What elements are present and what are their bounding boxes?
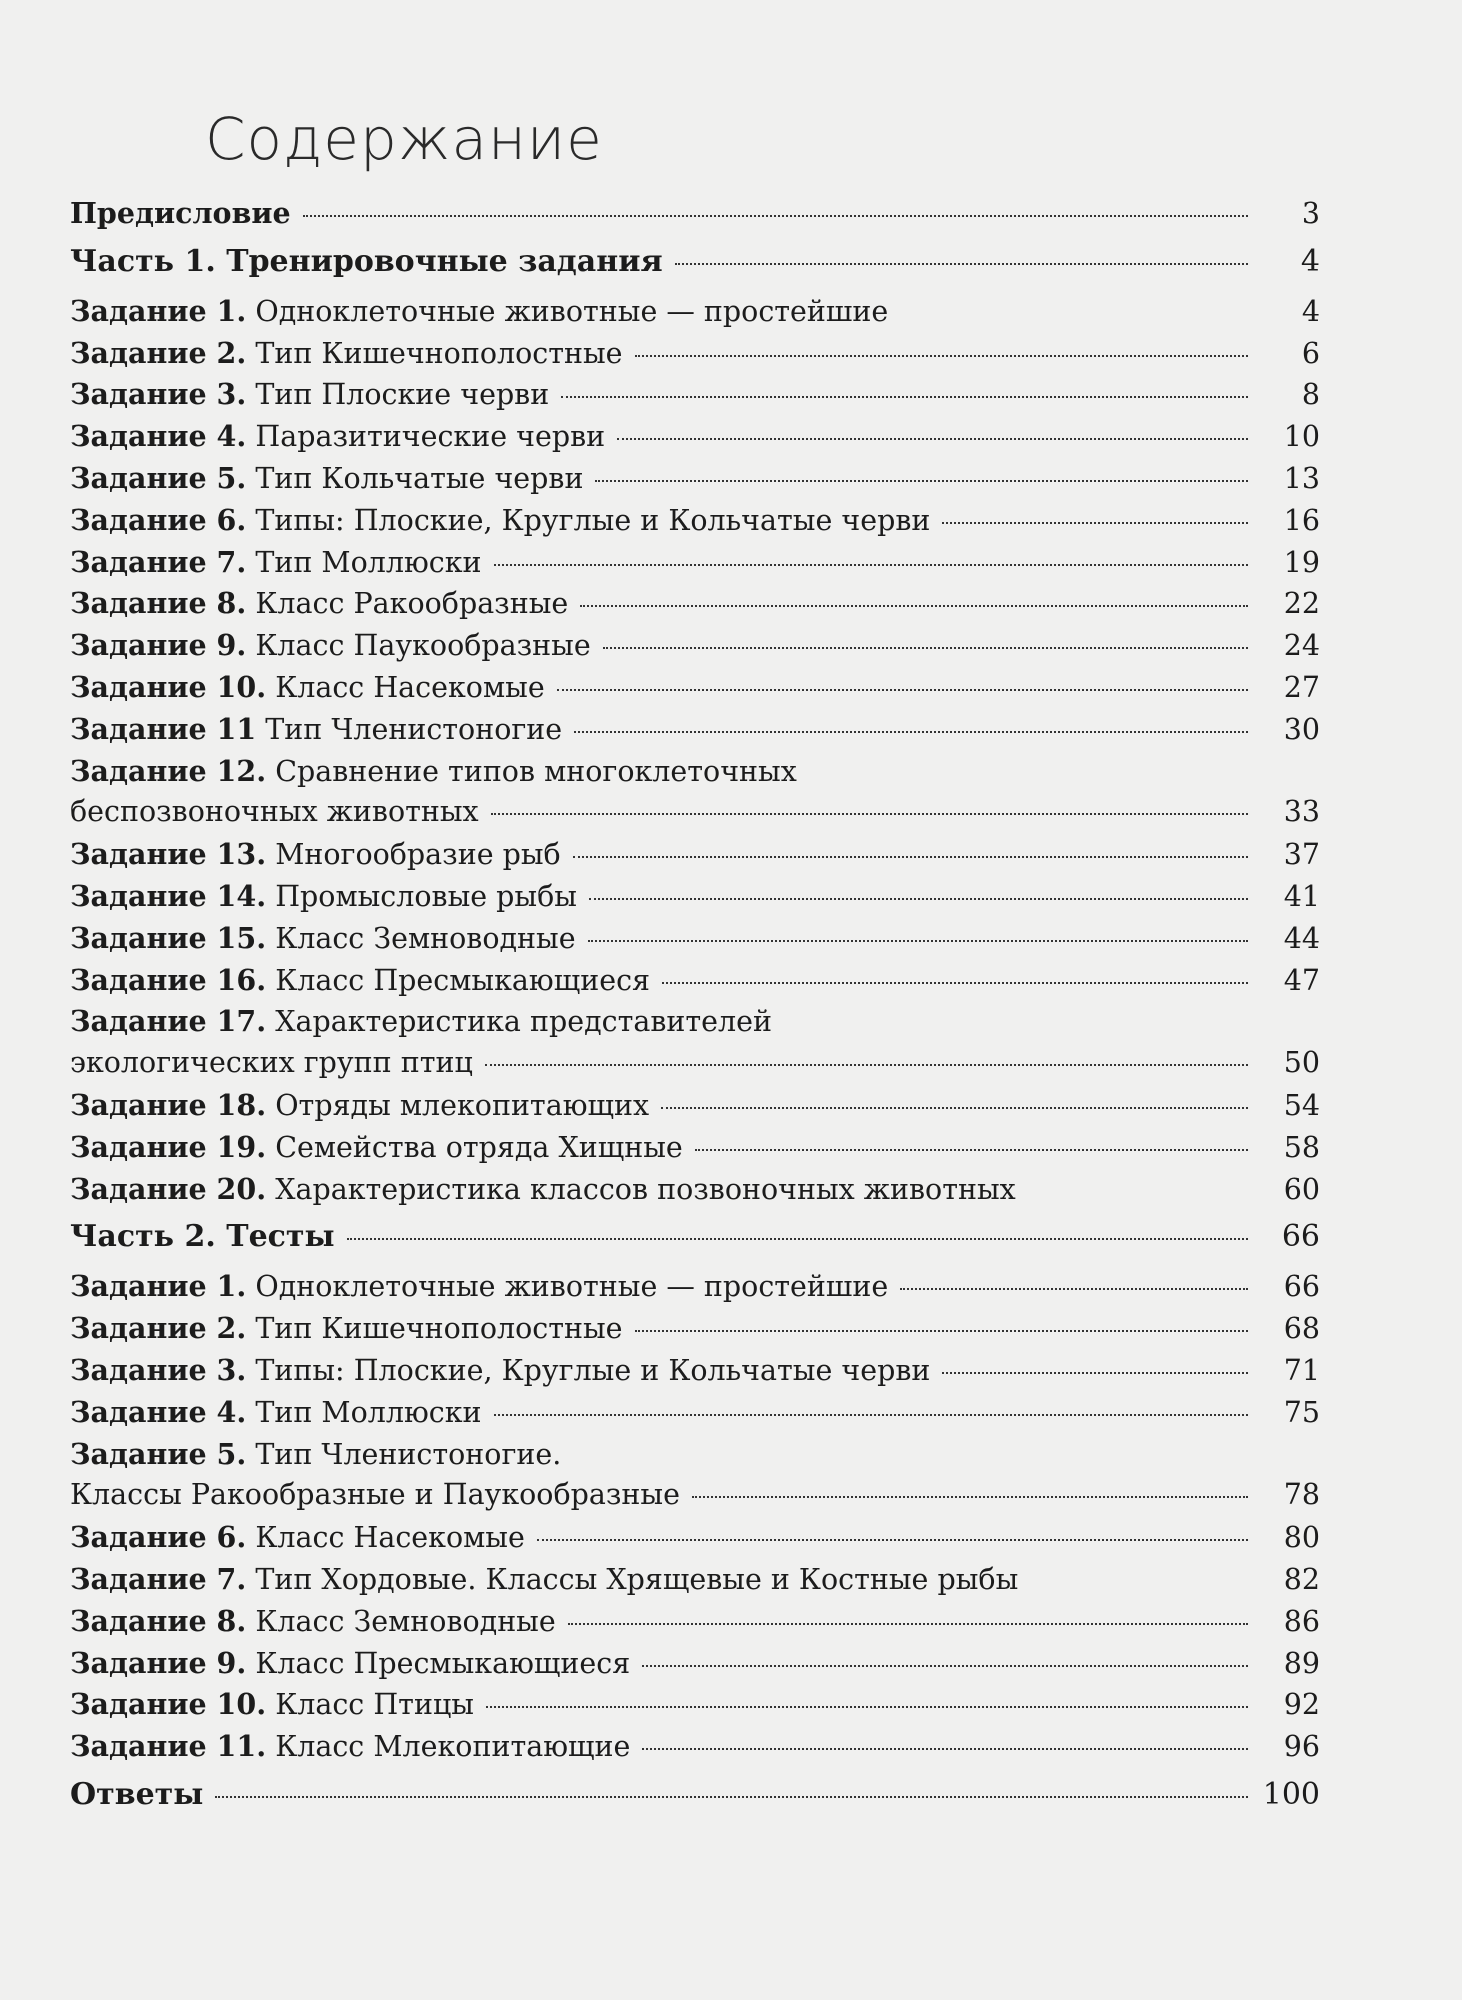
dot-leader	[595, 480, 1248, 482]
toc-entry	[70, 377, 1320, 419]
entry-label: Задание 8.	[70, 586, 247, 621]
page-title: Содержание	[205, 105, 603, 173]
entry-title: Тип Моллюски	[255, 545, 482, 579]
toc-entry	[70, 461, 1320, 503]
toc-entry	[70, 879, 1320, 921]
toc-entry	[70, 586, 1320, 628]
entry-title: Тип Кольчатые черви	[255, 461, 584, 495]
page-number: 3	[1301, 197, 1320, 230]
entry-label: Задание 3.	[70, 1352, 247, 1387]
entry-title: Характеристика представителей	[275, 1005, 772, 1039]
toc-entry	[70, 1562, 1320, 1604]
dot-leader	[642, 1748, 1248, 1750]
toc-entry	[70, 294, 1320, 336]
entry-title: Класс Птицы	[275, 1688, 474, 1722]
dot-leader	[215, 1796, 1248, 1798]
entry-label: Задание 2.	[70, 335, 247, 370]
entry-label: Задание 9.	[70, 628, 247, 663]
dot-leader	[662, 982, 1248, 984]
page-number: 44	[1283, 921, 1320, 955]
page-number: 27	[1283, 670, 1320, 704]
entry-title: Многообразие рыб	[275, 838, 561, 872]
toc-entry	[70, 628, 1320, 670]
entry-label: Задание 1.	[70, 293, 247, 328]
toc-entry	[70, 545, 1320, 587]
toc-entry	[70, 1004, 1320, 1046]
page-number: 22	[1283, 587, 1320, 621]
dot-leader	[635, 355, 1248, 357]
page-number: 66	[1283, 1270, 1320, 1304]
entry-label: Задание 7.	[70, 1561, 247, 1596]
entry-label: Задание 5.	[70, 460, 247, 495]
entry-title: Одноклеточные животные — простейшие	[255, 1270, 889, 1304]
toc-entry-continuation	[70, 795, 1320, 837]
dot-leader	[486, 1706, 1248, 1708]
entry-label: Задание 14.	[70, 878, 267, 913]
toc-entry	[70, 1604, 1320, 1646]
entry-label: Задание 4.	[70, 419, 247, 454]
page-number: 13	[1283, 461, 1320, 495]
page-number: 6	[1301, 336, 1320, 370]
part-label: Часть 1. Тренировочные задания	[70, 243, 663, 279]
entry-label: Задание 12.	[70, 753, 267, 788]
toc-entry	[70, 670, 1320, 712]
toc-part	[70, 1213, 1320, 1269]
toc-entry-continuation	[70, 1478, 1320, 1520]
entry-title: Тип Кишечнополостные	[255, 1312, 623, 1346]
entry-title: Тип Кишечнополостные	[255, 336, 623, 370]
page-number: 71	[1283, 1353, 1320, 1387]
toc-entry	[70, 1729, 1320, 1771]
dot-leader	[561, 396, 1248, 398]
page-number: 86	[1283, 1604, 1320, 1638]
toc-entry	[70, 963, 1320, 1005]
entry-title: Класс Пресмыкающиеся	[275, 963, 651, 997]
entry-title: Тип Моллюски	[255, 1395, 482, 1429]
page-number: 54	[1283, 1088, 1320, 1122]
entry-title-continuation: беспозвоночных животных	[70, 795, 479, 829]
entry-label: Задание 17.	[70, 1004, 267, 1039]
dot-leader	[942, 522, 1248, 524]
toc-entry	[70, 1311, 1320, 1353]
dot-leader	[661, 1107, 1248, 1109]
page-number: 80	[1283, 1521, 1320, 1555]
toc-entry	[70, 1130, 1320, 1172]
toc-entry	[70, 503, 1320, 545]
entry-title: Промысловые рыбы	[275, 879, 577, 913]
entry-label: Задание 2.	[70, 1311, 247, 1346]
toc-entry	[70, 712, 1320, 754]
entry-title: Класс Пресмыкающиеся	[255, 1646, 631, 1680]
dot-leader	[494, 1414, 1248, 1416]
page-number: 19	[1283, 545, 1320, 579]
page-number: 8	[1301, 378, 1320, 412]
page-number: 75	[1283, 1395, 1320, 1429]
page-number: 78	[1283, 1478, 1320, 1512]
dot-leader	[537, 1539, 1248, 1541]
page-number: 100	[1262, 1776, 1320, 1812]
dot-leader	[675, 263, 1248, 265]
toc-entry	[70, 1687, 1320, 1729]
entry-title: Тип Членистоногие.	[255, 1437, 562, 1471]
entry-title: Тип Членистоногие	[265, 712, 563, 746]
entry-label: Задание 13.	[70, 837, 267, 872]
page-number: 50	[1283, 1046, 1320, 1080]
dot-leader	[589, 898, 1248, 900]
entry-label: Задание 19.	[70, 1129, 267, 1164]
toc-entry	[70, 1646, 1320, 1688]
entry-label: Задание 3.	[70, 377, 247, 412]
dot-leader	[695, 1149, 1248, 1151]
page-number: 58	[1283, 1130, 1320, 1164]
entry-title: Класс Ракообразные	[255, 587, 569, 621]
entry-title: Отряды млекопитающих	[275, 1088, 650, 1122]
entry-title: Сравнение типов многоклеточных	[275, 754, 797, 788]
table-of-contents	[70, 196, 1320, 1827]
entry-label: Задание 6.	[70, 502, 247, 537]
page-number: 16	[1283, 503, 1320, 537]
entry-title: Тип Плоские черви	[255, 378, 550, 412]
dot-leader	[942, 1372, 1248, 1374]
entry-title: Класс Земноводные	[255, 1604, 556, 1638]
page-number: 33	[1283, 795, 1320, 829]
entry-label: Задание 8.	[70, 1603, 247, 1638]
page-number: 68	[1283, 1312, 1320, 1346]
entry-label: Задание 11	[70, 711, 257, 746]
dot-leader	[557, 689, 1248, 691]
entry-label: Задание 15.	[70, 920, 267, 955]
dot-leader	[588, 940, 1248, 942]
entry-title: Типы: Плоские, Круглые и Кольчатые черви	[255, 1353, 931, 1387]
entry-label: Задание 9.	[70, 1645, 247, 1680]
page-number: 96	[1283, 1730, 1320, 1764]
dot-leader	[580, 605, 1248, 607]
toc-entry	[70, 1172, 1320, 1214]
dot-leader	[491, 813, 1248, 815]
dot-leader	[900, 1288, 1248, 1290]
dot-leader	[617, 438, 1248, 440]
toc-answers	[70, 1771, 1320, 1827]
entry-title: Характеристика классов позвоночных животных	[275, 1172, 1016, 1206]
entry-label: Задание 10.	[70, 1687, 267, 1722]
entry-label: Задание 10.	[70, 669, 267, 704]
entry-title: Семейства отряда Хищные	[275, 1130, 683, 1164]
toc-entry	[70, 1269, 1320, 1311]
dot-leader	[642, 1665, 1248, 1667]
dot-leader	[573, 856, 1248, 858]
entry-title: Одноклеточные животные — простейшие	[255, 294, 889, 328]
part-label: Часть 2. Тесты	[70, 1219, 335, 1255]
page-number: 4	[1301, 294, 1320, 328]
toc-entry	[70, 1395, 1320, 1437]
entry-title-continuation: Классы Ракообразные и Паукообразные	[70, 1478, 680, 1512]
dot-leader	[568, 1623, 1248, 1625]
dot-leader	[303, 215, 1248, 217]
toc-entry	[70, 196, 1320, 238]
entry-label: Предисловие	[70, 196, 291, 230]
toc-entry	[70, 419, 1320, 461]
entry-label: Задание 5.	[70, 1436, 247, 1471]
page-number: 37	[1283, 838, 1320, 872]
entry-title: Типы: Плоские, Круглые и Кольчатые черви	[255, 503, 931, 537]
page-number: 60	[1283, 1172, 1320, 1206]
dot-leader	[603, 647, 1248, 649]
toc-entry	[70, 336, 1320, 378]
entry-title: Тип Хордовые. Классы Хрящевые и Костные рыбы	[255, 1562, 1019, 1596]
page-number: 4	[1300, 243, 1320, 279]
toc-entry	[70, 1437, 1320, 1479]
entry-title: Класс Насекомые	[255, 1521, 525, 1555]
entry-label: Задание 20.	[70, 1171, 267, 1206]
dot-leader	[494, 564, 1248, 566]
entry-title: Класс Насекомые	[275, 670, 545, 704]
answers-label: Ответы	[70, 1776, 204, 1812]
entry-label: Задание 18.	[70, 1087, 267, 1122]
entry-label: Задание 1.	[70, 1269, 247, 1304]
page-number: 24	[1283, 629, 1320, 663]
entry-title: Класс Млекопитающие	[275, 1730, 631, 1764]
page-number: 41	[1283, 879, 1320, 913]
toc-entry	[70, 1088, 1320, 1130]
entry-label: Задание 16.	[70, 962, 267, 997]
entry-label: Задание 6.	[70, 1520, 247, 1555]
entry-title: Класс Земноводные	[275, 921, 576, 955]
toc-entry	[70, 837, 1320, 879]
page-number: 82	[1283, 1562, 1320, 1596]
dot-leader	[347, 1238, 1248, 1240]
toc-part	[70, 238, 1320, 294]
page-number: 66	[1281, 1219, 1320, 1255]
toc-entry	[70, 921, 1320, 963]
page-number: 10	[1283, 420, 1320, 454]
toc-entry-continuation	[70, 1046, 1320, 1088]
page-number: 89	[1283, 1646, 1320, 1680]
page-number: 92	[1283, 1688, 1320, 1722]
entry-title-continuation: экологических групп птиц	[70, 1046, 473, 1080]
page-number: 30	[1283, 712, 1320, 746]
entry-label: Задание 7.	[70, 544, 247, 579]
toc-entry	[70, 1520, 1320, 1562]
dot-leader	[485, 1064, 1248, 1066]
entry-label: Задание 11.	[70, 1729, 267, 1764]
entry-title: Класс Паукообразные	[255, 629, 591, 663]
toc-entry	[70, 1353, 1320, 1395]
dot-leader	[635, 1330, 1248, 1332]
dot-leader	[692, 1496, 1248, 1498]
dot-leader	[574, 731, 1248, 733]
toc-entry	[70, 754, 1320, 796]
entry-title: Паразитические черви	[255, 420, 606, 454]
entry-label: Задание 4.	[70, 1394, 247, 1429]
page-number: 47	[1283, 963, 1320, 997]
